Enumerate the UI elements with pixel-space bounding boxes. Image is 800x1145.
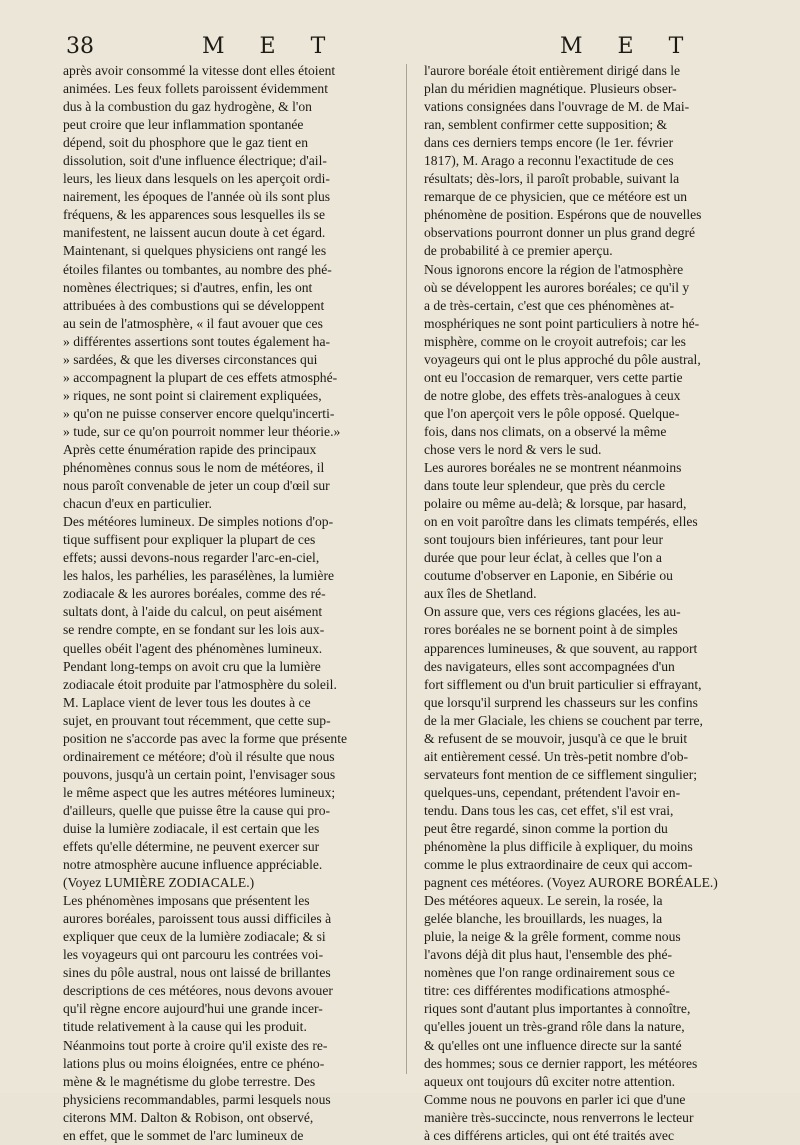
text-line: le même aspect que les autres météores lumineux;	[63, 784, 336, 800]
text-line: citerons MM. Dalton & Robison, ont observé,	[63, 1109, 314, 1125]
text-line: manifestent, ne laissent aucun doute à cet égard.	[63, 225, 326, 241]
text-line: résultats; dès-lors, il paroît probable, suivant la	[424, 171, 680, 187]
text-line: nomènes que l'on range ordinairement sous ce	[424, 965, 675, 981]
text-line: & qu'elles ont une influence directe sur la santé	[424, 1037, 682, 1053]
text-line: phénomène la plus difficile à expliquer, du moins	[424, 839, 693, 855]
text-line: pluie, la neige & la grêle forment, comme nous	[424, 929, 681, 945]
text-line: zodiacale & les aurores boréales, comme des ré-	[63, 586, 326, 602]
text-line: durée que pour leur éclat, à celles que l'on a	[424, 550, 662, 566]
text-line: nous paroît convenable de jeter un coup d'œil sur	[63, 478, 330, 494]
text-line: expliquer que ceux de la lumière zodiacale; & si	[63, 929, 326, 945]
text-line: vations consignées dans l'ouvrage de M. de Mai-	[424, 99, 690, 115]
text-line: Des météores aqueux. Le serein, la rosée, la	[424, 893, 663, 909]
text-line: dus à la combustion du gaz hydrogène, & l'on	[63, 99, 312, 115]
text-line: les halos, les parhélies, les parasélènes, la lumière	[63, 568, 335, 584]
text-line: manière très-succincte, nous renverrons le lecteur	[424, 1109, 694, 1125]
text-line: gelée blanche, les brouillards, les nuages, la	[424, 911, 663, 927]
text-line: ait entièrement cessé. Un très-petit nombre d'ob-	[424, 748, 689, 764]
text-line: Pendant long-temps on avoit cru que la lumière	[63, 658, 321, 674]
text-line: titre: ces différentes modifications atmosphé-	[424, 983, 670, 999]
text-line: dissolution, soit d'une influence électrique; d'ail-	[63, 153, 327, 169]
text-line: » différentes assertions sont toutes également ha-	[63, 333, 331, 349]
text-line: mosphériques ne sont point particuliers à notre hé-	[424, 315, 700, 331]
text-line: lations plus ou moins éloignées, entre ce phéno-	[63, 1055, 325, 1071]
text-line: de notre globe, des effets très-analogues à ceux	[424, 387, 681, 403]
text-line: Les phénomènes imposans que présentent les	[63, 893, 310, 909]
text-line: les voyageurs qui ont parcouru les contrées voi-	[63, 947, 324, 963]
page-number: 38	[66, 34, 94, 59]
text-line: riques sont d'autant plus importantes à connoître,	[424, 1001, 691, 1017]
text-line: peut croire que leur inflammation spontanée	[63, 117, 304, 133]
text-line: fort sifflement ou d'un bruit particulier si effrayant,	[424, 676, 702, 692]
text-line: nairement, les époques de l'année où ils sont plus	[63, 189, 331, 205]
text-line: attribuées à des combustions qui se développent	[63, 297, 325, 313]
text-line: ordinairement ce météore; d'où il résulte que nous	[63, 748, 335, 764]
text-line: mène & le magnétisme du globe terrestre. Des	[63, 1073, 316, 1089]
text-line: observations pourront donner un plus grand degré	[424, 225, 696, 241]
text-line: Nous ignorons encore la région de l'atmosphère	[424, 261, 684, 277]
text-line: tique suffisent pour expliquer la plupart de ces	[63, 532, 316, 548]
text-line: fois, dans nos climats, on a observé la même	[424, 423, 667, 439]
text-line: rores boréales ne se bornent point à de simples	[424, 622, 678, 638]
running-head-left: M E T	[202, 34, 340, 59]
text-line: de probabilité à ce premier aperçu.	[424, 243, 613, 259]
text-line: des navigateurs, elles sont accompagnées d'un	[424, 658, 675, 674]
text-line: l'avons déjà dit plus haut, l'ensemble des phé-	[424, 947, 673, 963]
text-line: On assure que, vers ces régions glacées, les au-	[424, 604, 681, 620]
text-line: Maintenant, si quelques physiciens ont rangé les	[63, 243, 327, 259]
text-line: dans toute leur splendeur, que près du cercle	[424, 478, 666, 494]
text-line: effets; aussi devons-nous regarder l'arc-en-ciel,	[63, 550, 320, 566]
text-line: dépend, soit du phosphore que le gaz tient en	[63, 135, 308, 151]
text-line: coutume d'observer en Laponie, en Sibérie ou	[424, 568, 673, 584]
text-line: misphère, comme on le croyoit autrefois; car les	[424, 333, 686, 349]
text-line: ont eu l'occasion de remarquer, vers cette partie	[424, 369, 683, 385]
text-line: leurs, les lieux dans lesquels on les aperçoit ordi-	[63, 171, 330, 187]
text-line: animées. Les feux follets paroissent évidemment	[63, 81, 328, 97]
text-line: Les aurores boréales ne se montrent néanmoins	[424, 460, 682, 476]
text-line: quelles obéit l'agent des phénomènes lumineux.	[63, 640, 323, 656]
text-line: (Voyez LUMIÈRE ZODIACALE.)	[63, 875, 255, 891]
text-line: en effet, que le sommet de l'arc lumineux de	[63, 1127, 304, 1143]
text-line: Néanmoins tout porte à croire qu'il existe des re-	[63, 1037, 328, 1053]
text-line: effets qu'elle détermine, ne peuvent exercer sur	[63, 839, 320, 855]
text-line: duise la lumière zodiacale, il est certain que les	[63, 820, 320, 836]
text-line: zodiacale étoit produite par l'atmosphère du soleil.	[63, 676, 337, 692]
text-line: voyageurs qui ont le plus approché du pôle austral,	[424, 351, 701, 367]
text-line: fréquens, & les apparences sous lesquelles ils se	[63, 207, 325, 223]
text-line: que l'on aperçoit vers le pôle opposé. Quelque-	[424, 405, 680, 421]
text-line: nomènes électriques; si d'autres, enfin, les ont	[63, 279, 313, 295]
text-line: après avoir consommé la vitesse dont elles étoient	[63, 63, 336, 78]
text-line: servateurs font mention de ce sifflement singulier;	[424, 766, 698, 782]
text-line: de la mer Glaciale, les chiens se couchent par terre,	[424, 712, 703, 728]
text-line: apparences lumineuses, & que souvent, au rapport	[424, 640, 698, 656]
text-line: » accompagnent la plupart de ces effets atmosphé-	[63, 369, 338, 385]
text-line: a de très-certain, c'est que ces phénomènes at-	[424, 297, 675, 313]
text-line: sont toujours bien inférieures, tant pour leur	[424, 532, 663, 548]
text-line: Des météores lumineux. De simples notions d'op-	[63, 514, 334, 530]
text-line: on en voit paroître dans les climats tempérés, elles	[424, 514, 698, 530]
text-line: à ces différens articles, qui ont été traités avec	[424, 1127, 674, 1143]
text-line: M. Laplace vient de lever tous les doutes à ce	[63, 694, 311, 710]
text-line: dans ces derniers temps encore (le 1er. février	[424, 135, 674, 151]
text-line: aux îles de Shetland.	[424, 586, 537, 602]
text-line: titude relativement à la cause qui les produit.	[63, 1019, 307, 1035]
text-line: notre atmosphère aucune influence appréciable.	[63, 857, 323, 873]
text-line: sujet, en prouvant tout récemment, que cette sup-	[63, 712, 331, 728]
text-line: qu'elles jouent un très-grand rôle dans la nature,	[424, 1019, 685, 1035]
text-line: étoiles filantes ou tombantes, au nombre des phé-	[63, 261, 332, 277]
left-text-column	[63, 62, 399, 1145]
page-header	[0, 34, 800, 64]
text-line: pagnent ces météores. (Voyez AURORE BORÉALE.)	[424, 875, 718, 891]
text-line: Comme nous ne pouvons en parler ici que d'une	[424, 1091, 686, 1107]
text-line: plan du méridien magnétique. Plusieurs obser-	[424, 81, 677, 97]
text-line: se rendre compte, en se fondant sur les lois aux-	[63, 622, 325, 638]
text-line: phénomènes connus sous le nom de météores, il	[63, 460, 325, 476]
text-line: » sardées, & que les diverses circonstances qui	[63, 351, 318, 367]
text-line: aurores boréales, paroissent tous aussi difficiles à	[63, 911, 332, 927]
text-line: des hommes; sous ce dernier rapport, les météores	[424, 1055, 698, 1071]
text-line: » tude, sur ce qu'on pourroit nommer leur théorie.»	[63, 423, 341, 439]
text-line: l'aurore boréale étoit entièrement dirigé dans le	[424, 63, 681, 78]
text-line: chacun d'eux en particulier.	[63, 496, 212, 512]
text-line: » riques, ne sont point si clairement expliquées,	[63, 387, 322, 403]
text-line: où se développent les aurores boréales; ce qu'il y	[424, 279, 690, 295]
text-line: ran, semblent confirmer cette supposition; &	[424, 117, 668, 133]
text-line: sultats dont, à l'aide du calcul, on peut aisément	[63, 604, 323, 620]
text-line: tendu. Dans tous les cas, cet effet, s'il est vrai,	[424, 802, 674, 818]
column-divider	[406, 64, 407, 1074]
text-line: Après cette énumération rapide des principaux	[63, 441, 317, 457]
text-line: que lorsqu'il surprend les chasseurs sur les confins	[424, 694, 698, 710]
text-line: sines du pôle austral, nous ont laissé de brillantes	[63, 965, 331, 981]
text-line: peut être regardé, sinon comme la portion du	[424, 820, 668, 836]
text-line: & refusent de se mouvoir, jusqu'à ce que le bruit	[424, 730, 688, 746]
text-line: » qu'on ne puisse conserver encore quelqu'incerti-	[63, 405, 335, 421]
text-line: chose vers le nord & vers le sud.	[424, 441, 602, 457]
text-line: polaire ou même au-delà; & lorsque, par hasard,	[424, 496, 687, 512]
text-line: comme le plus extraordinaire de ceux qui accom-	[424, 857, 693, 873]
text-line: au sein de l'atmosphère, « il faut avouer que ces	[63, 315, 323, 331]
text-line: descriptions de ces météores, nous devons avouer	[63, 983, 333, 999]
text-line: pouvons, jusqu'à un certain point, l'envisager sous	[63, 766, 336, 782]
text-line: d'ailleurs, quelle que puisse être la cause qui pro-	[63, 802, 331, 818]
text-line: remarque de ce physicien, que ce météore est un	[424, 189, 688, 205]
text-line: qu'il règne encore aujourd'hui une grande incer-	[63, 1001, 323, 1017]
text-line: position ne s'accorde pas avec la forme que présente	[63, 730, 348, 746]
text-line: quelques-uns, cependant, prétendent l'avoir en-	[424, 784, 681, 800]
running-head-right: M E T	[560, 34, 698, 59]
text-line: 1817), M. Arago a reconnu l'exactitude de ces	[424, 153, 674, 169]
text-line: phénomène de position. Espérons que de nouvelles	[424, 207, 702, 223]
text-line: physiciens recommandables, parmi lesquels nous	[63, 1091, 331, 1107]
text-line: aqueux ont toujours dû exciter notre attention.	[424, 1073, 676, 1089]
right-text-column	[424, 62, 760, 1145]
